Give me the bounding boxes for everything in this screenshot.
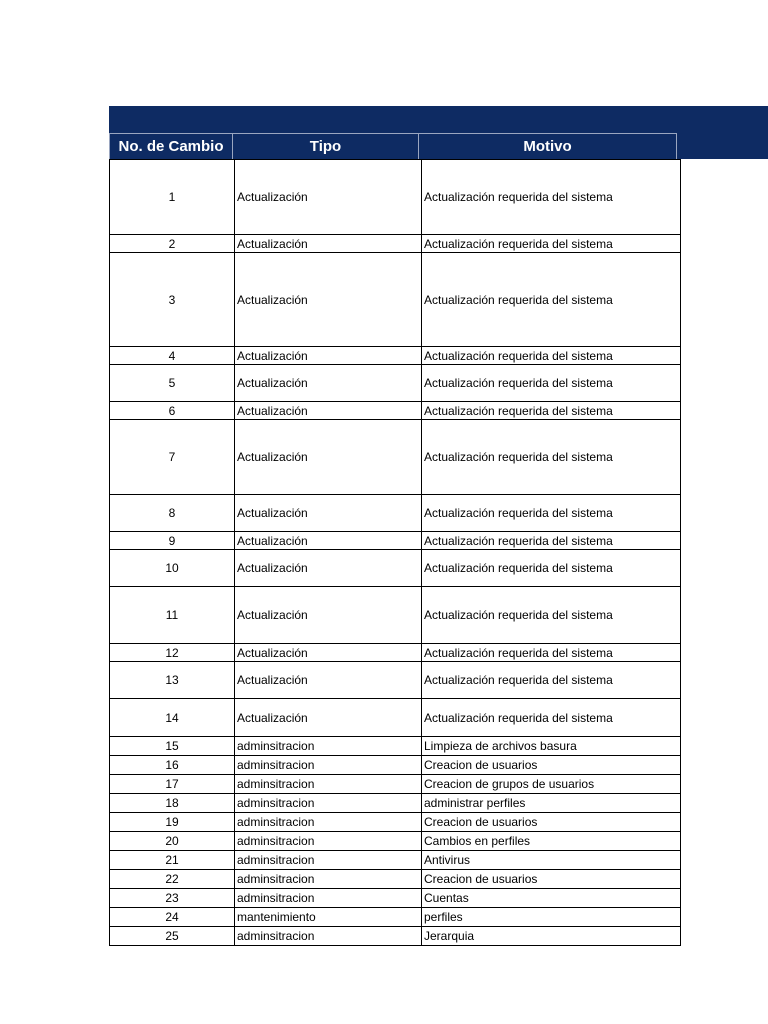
cell-no-de-cambio: 9	[110, 532, 235, 550]
table-row	[110, 775, 681, 794]
cell-no-de-cambio: 21	[110, 851, 235, 870]
cell-tipo: adminsitracion	[235, 870, 422, 889]
table-row	[110, 737, 681, 756]
cell-tipo: adminsitracion	[235, 832, 422, 851]
cell-tipo: Actualización	[235, 420, 422, 495]
cell-motivo: Actualización requerida del sistema	[422, 253, 681, 347]
header-tipo: Tipo	[233, 133, 419, 159]
table-row	[110, 160, 681, 235]
cell-no-de-cambio: 2	[110, 235, 235, 253]
cell-tipo: Actualización	[235, 160, 422, 235]
cell-tipo: Actualización	[235, 347, 422, 365]
cell-no-de-cambio: 15	[110, 737, 235, 756]
table-row	[110, 532, 681, 550]
cell-motivo: Cuentas	[422, 889, 681, 908]
table-row	[110, 794, 681, 813]
header-motivo: Motivo	[419, 133, 677, 159]
cell-motivo: Actualización requerida del sistema	[422, 699, 681, 737]
cell-motivo: Limpieza de archivos basura	[422, 737, 681, 756]
table-row	[110, 235, 681, 253]
cell-motivo: Cambios en perfiles	[422, 832, 681, 851]
table-row	[110, 365, 681, 402]
cell-motivo: Actualización requerida del sistema	[422, 550, 681, 587]
cell-tipo: Actualización	[235, 235, 422, 253]
cell-no-de-cambio: 19	[110, 813, 235, 832]
cell-tipo: adminsitracion	[235, 737, 422, 756]
cell-tipo: Actualización	[235, 253, 422, 347]
cell-no-de-cambio: 7	[110, 420, 235, 495]
cell-no-de-cambio: 3	[110, 253, 235, 347]
cell-tipo: Actualización	[235, 550, 422, 587]
cell-motivo: Actualización requerida del sistema	[422, 532, 681, 550]
cell-motivo: Creacion de usuarios	[422, 870, 681, 889]
cell-motivo: Actualización requerida del sistema	[422, 402, 681, 420]
table-row	[110, 756, 681, 775]
cell-no-de-cambio: 11	[110, 587, 235, 644]
cell-motivo: Antivirus	[422, 851, 681, 870]
cell-no-de-cambio: 22	[110, 870, 235, 889]
cell-no-de-cambio: 24	[110, 908, 235, 927]
cell-no-de-cambio: 13	[110, 662, 235, 699]
table-row	[110, 347, 681, 365]
cell-tipo: Actualización	[235, 402, 422, 420]
cell-tipo: adminsitracion	[235, 927, 422, 946]
header-band	[109, 106, 768, 133]
cell-tipo: adminsitracion	[235, 756, 422, 775]
cell-motivo: administrar perfiles	[422, 794, 681, 813]
cell-no-de-cambio: 18	[110, 794, 235, 813]
cell-no-de-cambio: 8	[110, 495, 235, 532]
cell-motivo: Creacion de usuarios	[422, 813, 681, 832]
cell-motivo: Jerarquia	[422, 927, 681, 946]
table-row	[110, 495, 681, 532]
cell-motivo: Creacion de grupos de usuarios	[422, 775, 681, 794]
cell-motivo: Actualización requerida del sistema	[422, 587, 681, 644]
table-row	[110, 662, 681, 699]
cell-motivo: perfiles	[422, 908, 681, 927]
table-row	[110, 644, 681, 662]
cell-motivo: Creacion de usuarios	[422, 756, 681, 775]
table-row	[110, 832, 681, 851]
cell-motivo: Actualización requerida del sistema	[422, 495, 681, 532]
cell-tipo: adminsitracion	[235, 889, 422, 908]
cell-tipo: Actualización	[235, 662, 422, 699]
table-row	[110, 813, 681, 832]
table-row	[110, 253, 681, 347]
cell-no-de-cambio: 1	[110, 160, 235, 235]
cell-tipo: adminsitracion	[235, 813, 422, 832]
cell-tipo: Actualización	[235, 365, 422, 402]
cell-tipo: adminsitracion	[235, 794, 422, 813]
cell-no-de-cambio: 23	[110, 889, 235, 908]
table-row	[110, 587, 681, 644]
cell-motivo: Actualización requerida del sistema	[422, 235, 681, 253]
cell-no-de-cambio: 25	[110, 927, 235, 946]
table-row	[110, 870, 681, 889]
cell-no-de-cambio: 10	[110, 550, 235, 587]
table-row	[110, 699, 681, 737]
table-row	[110, 402, 681, 420]
table-row	[110, 550, 681, 587]
cell-tipo: adminsitracion	[235, 851, 422, 870]
cell-motivo: Actualización requerida del sistema	[422, 662, 681, 699]
cell-tipo: Actualización	[235, 644, 422, 662]
cell-no-de-cambio: 16	[110, 756, 235, 775]
table-row	[110, 908, 681, 927]
cell-no-de-cambio: 5	[110, 365, 235, 402]
cell-no-de-cambio: 20	[110, 832, 235, 851]
cell-motivo: Actualización requerida del sistema	[422, 365, 681, 402]
cell-tipo: Actualización	[235, 495, 422, 532]
cell-no-de-cambio: 17	[110, 775, 235, 794]
cell-tipo: Actualización	[235, 587, 422, 644]
cell-no-de-cambio: 4	[110, 347, 235, 365]
changes-table	[109, 159, 681, 946]
cell-tipo: Actualización	[235, 699, 422, 737]
table-header	[109, 133, 768, 159]
table-row	[110, 889, 681, 908]
cell-tipo: mantenimiento	[235, 908, 422, 927]
cell-no-de-cambio: 6	[110, 402, 235, 420]
cell-motivo: Actualización requerida del sistema	[422, 644, 681, 662]
cell-no-de-cambio: 12	[110, 644, 235, 662]
cell-motivo: Actualización requerida del sistema	[422, 420, 681, 495]
table-row	[110, 420, 681, 495]
cell-tipo: adminsitracion	[235, 775, 422, 794]
table-row	[110, 851, 681, 870]
cell-no-de-cambio: 14	[110, 699, 235, 737]
cell-tipo: Actualización	[235, 532, 422, 550]
cell-motivo: Actualización requerida del sistema	[422, 160, 681, 235]
cell-motivo: Actualización requerida del sistema	[422, 347, 681, 365]
header-no-de-cambio: No. de Cambio	[109, 133, 233, 159]
table-row	[110, 927, 681, 946]
table-body	[110, 160, 681, 946]
